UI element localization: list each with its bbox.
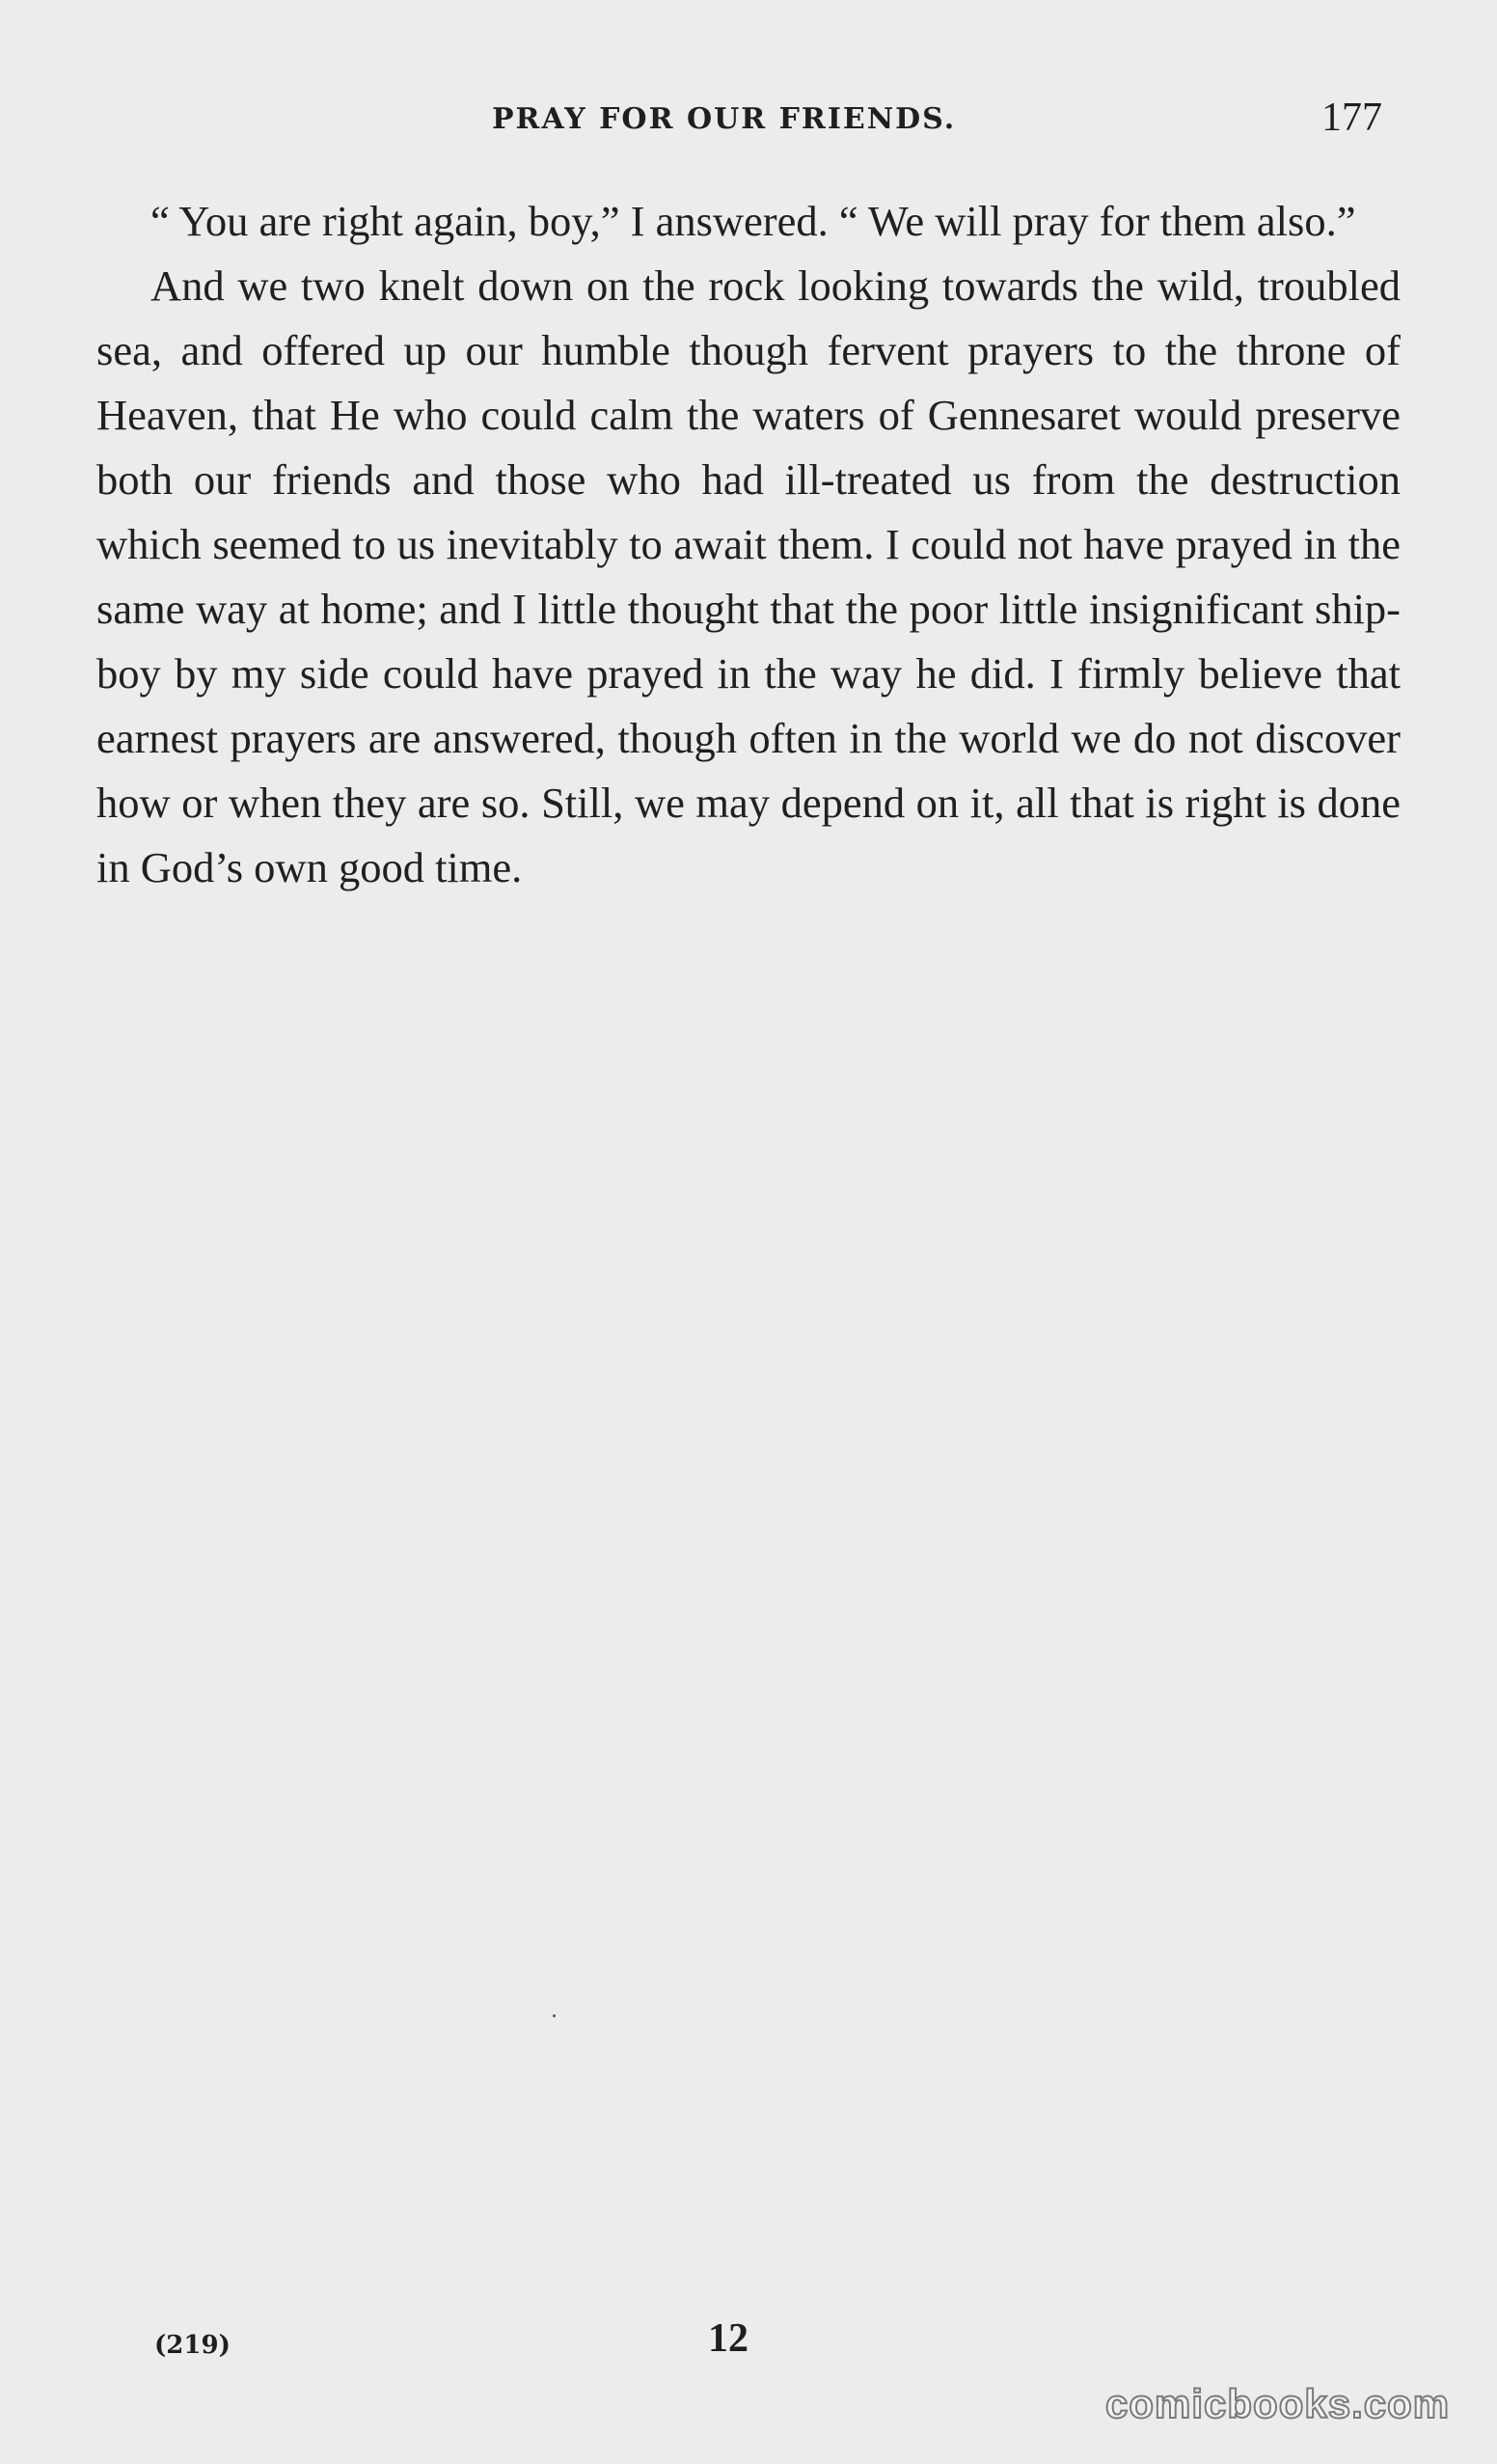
body-text [96,189,1401,900]
running-header [0,95,1497,149]
paragraph-1: “ You are right again, boy,” I answered. “ We will pray for them also.” [150,197,1356,245]
paragraph-2: And we two knelt down on the rock looking towards the wild, troubled sea, and offered up our humble though fervent prayers to the throne of Heaven, that He who could calm the waters of Gennesaret would preserve both our friends and those who had ill-treated us from the destruction which seemed to us inevitably to await them. I could not have prayed in the same way at home; and I little thought that the poor little insignificant ship-boy by my side could have prayed in the way he did. I firmly believe that earnest prayers are answered, though often in the world we do not discover how or when they are so. Still, we may depend on it, all that is right is done in God’s own good time. [96,261,1401,891]
signature-mark: (219) [154,2331,231,2360]
page-number: 177 [1321,96,1382,140]
signature-letter: 12 [708,2316,748,2361]
ink-speck [553,2014,556,2017]
watermark-text: comicbooks.com [1105,2381,1451,2426]
running-title: PRAY FOR OUR FRIENDS. [492,102,957,136]
